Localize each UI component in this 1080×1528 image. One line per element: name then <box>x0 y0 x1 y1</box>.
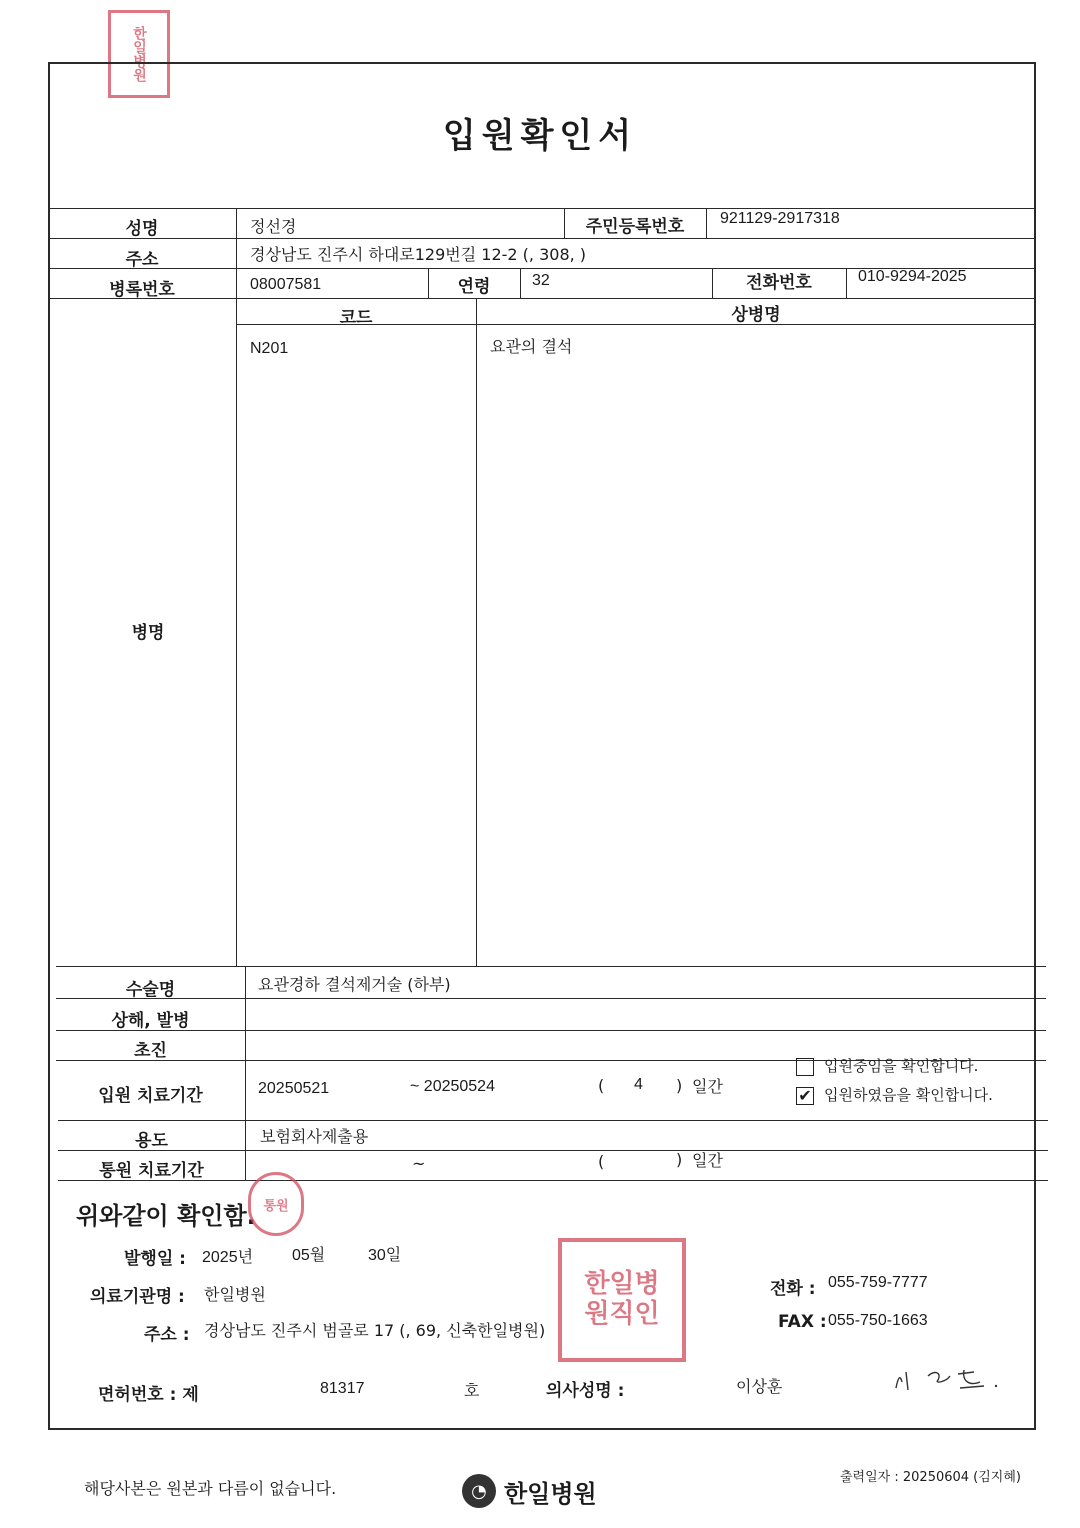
license-label: 면허번호 : 제 <box>98 1385 199 1405</box>
issue-year: 2025년 <box>202 1249 254 1266</box>
doctor-label: 의사성명 : <box>546 1381 625 1401</box>
inpatient-start: 20250521 <box>258 1080 330 1097</box>
inpatient-completed-checkbox[interactable]: ✔ <box>796 1087 814 1105</box>
inpatient-completed-label: 입원하였음을 확인합니다. <box>824 1086 993 1104</box>
copy-note: 해당사본은 원본과 다름이 없습니다. <box>84 1479 337 1498</box>
rrn-label: 주민등록번호 <box>585 217 685 237</box>
hospital-logo-icon: ◔ <box>462 1474 496 1508</box>
first-visit-label: 초진 <box>134 1041 167 1061</box>
license-no: 81317 <box>320 1380 365 1397</box>
inpatient-days: 4 <box>634 1076 643 1093</box>
name-label: 성명 <box>125 219 159 239</box>
purpose-label: 용도 <box>135 1131 168 1151</box>
address-label: 주소 <box>125 250 159 270</box>
diagnosis-name-header: 상병명 <box>731 305 781 325</box>
outpatient-label: 통원 치료기간 <box>99 1161 204 1181</box>
inpatient-paren-open: ( <box>598 1076 605 1095</box>
confirmation-statement: 위와같이 확인함. <box>76 1202 256 1230</box>
patient-name: 정선경 <box>250 217 297 236</box>
inpatient-paren-close: ) <box>676 1076 683 1095</box>
hospital-seal-top: 한일병원 <box>108 10 170 98</box>
age-label: 연령 <box>457 277 491 297</box>
hospital-logo-text: 한일병원 <box>504 1480 597 1508</box>
diagnosis-section-label: 병명 <box>131 623 165 643</box>
surgery-label: 수술명 <box>125 980 176 1000</box>
diagnosis-name: 요관의 결석 <box>490 337 573 356</box>
surgery-value: 요관경하 결석제거술 (하부) <box>258 975 451 994</box>
inpatient-end: ~ 20250524 <box>410 1078 495 1095</box>
tel-value: 055-759-7777 <box>828 1274 928 1291</box>
institution-label: 의료기관명 : <box>90 1287 185 1307</box>
inpatient-ongoing-label: 입원중임을 확인합니다. <box>824 1057 979 1075</box>
diagnosis-code: N201 <box>250 340 289 357</box>
inpatient-days-unit: 일간 <box>692 1077 723 1096</box>
code-header: 코드 <box>339 308 373 328</box>
tel-label: 전화 : <box>770 1279 816 1299</box>
issue-day: 30일 <box>368 1247 402 1264</box>
record-no-value: 08007581 <box>250 276 322 293</box>
outpatient-tilde: ~ <box>412 1154 426 1173</box>
patient-address: 경상남도 진주시 하대로129번길 12-2 (, 308, ) <box>250 245 587 264</box>
hospital-official-seal: 한일병원직인 <box>558 1238 686 1362</box>
outpatient-paren-close: ) <box>676 1150 683 1169</box>
institution-address: 경상남도 진주시 범골로 17 (, 69, 신축한일병원) <box>204 1321 546 1340</box>
fax-label: FAX : <box>778 1312 827 1332</box>
inpatient-ongoing-checkbox[interactable] <box>796 1058 814 1076</box>
inpatient-label: 입원 치료기간 <box>98 1086 203 1106</box>
institution-name: 한일병원 <box>204 1285 266 1304</box>
issue-label: 발행일 : <box>124 1249 186 1269</box>
age-value: 32 <box>532 272 550 289</box>
doctor-name: 이상훈 <box>736 1377 783 1396</box>
outpatient-days-unit: 일간 <box>692 1151 723 1170</box>
doctor-signature <box>888 1360 1008 1396</box>
institution-address-label: 주소 : <box>144 1325 190 1345</box>
document-title: 입원확인서 <box>442 116 638 156</box>
phone-value: 010-9294-2025 <box>858 268 967 285</box>
record-no-label: 병록번호 <box>109 280 175 300</box>
phone-label: 전화번호 <box>746 273 812 293</box>
issue-month: 05월 <box>292 1247 326 1264</box>
fax-value: 055-750-1663 <box>828 1312 928 1329</box>
injury-label: 상해, 발병 <box>111 1011 190 1031</box>
license-suffix: 호 <box>464 1381 480 1400</box>
seal-small: 통원 <box>248 1172 304 1236</box>
print-date: 출력일자 : 20250604 (김지혜) <box>840 1470 1021 1485</box>
outpatient-paren-open: ( <box>598 1152 605 1171</box>
rrn-value: 921129-2917318 <box>720 210 840 227</box>
purpose-value: 보험회사제출용 <box>260 1127 369 1146</box>
